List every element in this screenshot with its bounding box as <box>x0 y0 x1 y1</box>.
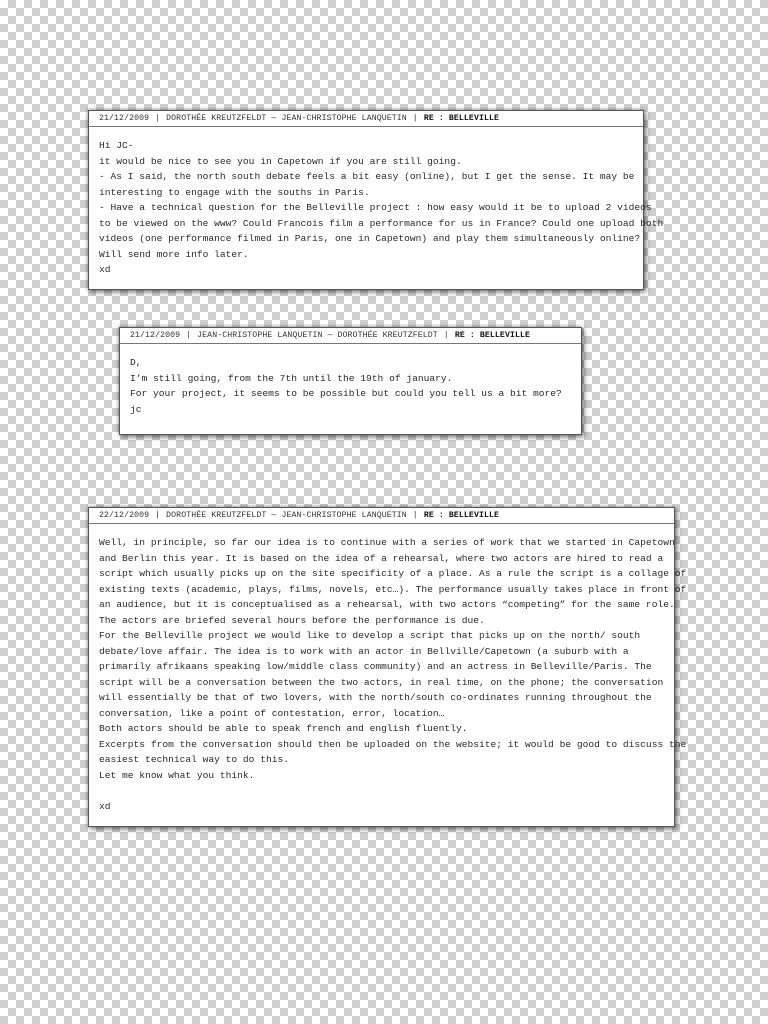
email-body <box>120 344 581 417</box>
email-body-line <box>99 783 664 799</box>
email-message <box>88 507 687 827</box>
email-body-line: - As I said, the north south debate feels a bit easy (online), but I get the sense. It may be <box>99 171 635 182</box>
email-header: 22/12/2009 | DOROTHÉE KREUTZFELDT — JEAN-CHRISTOPHE LANQUETIN | RE : BELLEVILLE <box>89 508 674 524</box>
email-body-line: Excerpts from the conversation should then be uploaded on the website; it would be good to discuss the <box>99 738 687 750</box>
email-body-line: xd <box>99 264 111 275</box>
email-body-line: xd <box>99 800 111 812</box>
email-body-line: primarily afrikaans speaking low/middle class community) and an actress in Belleville/Paris. The <box>99 661 652 672</box>
email-participants: DOROTHÉE KREUTZFELDT — JEAN-CHRISTOPHE LANQUETIN <box>166 511 407 520</box>
email-date: 21/12/2009 <box>130 331 181 340</box>
email-date: 22/12/2009 <box>99 511 150 520</box>
email-body-line: I’m still going, from the 7th until the 19th of january. <box>130 372 453 384</box>
email-body-line: D, <box>130 357 142 368</box>
email-body-line: it would be nice to see you in Capetown if you are still going. <box>99 155 462 167</box>
email-body-line: - Have a technical question for the Belleville project : how easy would it be to upload 2 videos <box>99 202 652 213</box>
email-subject: RE : BELLEVILLE <box>454 331 531 340</box>
email-body-line: script will be a conversation between the two actors, in real time, on the phone; the conversation <box>99 676 664 688</box>
email-header: 21/12/2009 | JEAN-CHRISTOPHE LANQUETIN — DOROTHÉE KREUTZFELDT | RE : BELLEVILLE <box>120 328 581 344</box>
email-date: 21/12/2009 <box>99 114 150 123</box>
email-body-line: For your project, it seems to be possible but could you tell us a bit more? <box>130 388 562 399</box>
email-body-line: to be viewed on the www? Could Francois film a performance for us in France? Could one upload both <box>99 217 664 229</box>
email-body-line: The actors are briefed several hours before the performance is due. <box>99 614 485 626</box>
email-body-line: easiest technical way to do this. <box>99 754 289 765</box>
email-body-line: Hi JC- <box>99 140 134 151</box>
email-body-line: jc <box>130 403 142 415</box>
email-body-line: Will send more info later. <box>99 248 249 260</box>
email-participants: JEAN-CHRISTOPHE LANQUETIN — DOROTHÉE KREUTZFELDT <box>197 331 438 340</box>
email-body <box>89 127 664 278</box>
email-body-line: and Berlin this year. It is based on the idea of a rehearsal, where two actors are hired to read a <box>99 552 664 564</box>
email-body-line: will essentially be that of two lovers, with the north/south co-ordinates running throughout the <box>99 692 652 703</box>
email-body-line: debate/love affair. The idea is to work with an actor in Bellville/Capetown (a suburb with a <box>99 645 629 657</box>
email-body-line: existing texts (academic, plays, films, novels, etc…). The performance usually takes place in front of <box>99 583 687 595</box>
email-body-line: Let me know what you think. <box>99 769 255 781</box>
email-body-line: Well, in principle, so far our idea is to continue with a series of work that we started in Capetown <box>99 537 675 548</box>
email-body-line: script which usually picks up on the site specificity of a place. As a rule the script is a collage of <box>99 568 687 579</box>
email-body <box>89 524 687 814</box>
email-subject: RE : BELLEVILLE <box>423 114 500 123</box>
email-body-line: videos (one performance filmed in Paris, one in Capetown) and play them simultaneously online? <box>99 233 641 244</box>
email-body-line: For the Belleville project we would like to develop a script that picks up on the north/ south <box>99 630 641 641</box>
email-participants: DOROTHÉE KREUTZFELDT — JEAN-CHRISTOPHE LANQUETIN <box>166 114 407 123</box>
email-header: 21/12/2009 | DOROTHÉE KREUTZFELDT — JEAN-CHRISTOPHE LANQUETIN | RE : BELLEVILLE <box>89 111 643 127</box>
email-body-line: interesting to engage with the souths in Paris. <box>99 186 370 198</box>
email-message <box>88 110 664 290</box>
email-body-line: an audience, but it is conceptualised as a rehearsal, with two actors “competing” for the same role. <box>99 599 675 610</box>
email-subject: RE : BELLEVILLE <box>423 511 500 520</box>
email-message <box>119 327 582 435</box>
email-body-line: Both actors should be able to speak french and english fluently. <box>99 723 468 734</box>
email-body-line: conversation, like a point of contestation, error, location… <box>99 707 445 719</box>
